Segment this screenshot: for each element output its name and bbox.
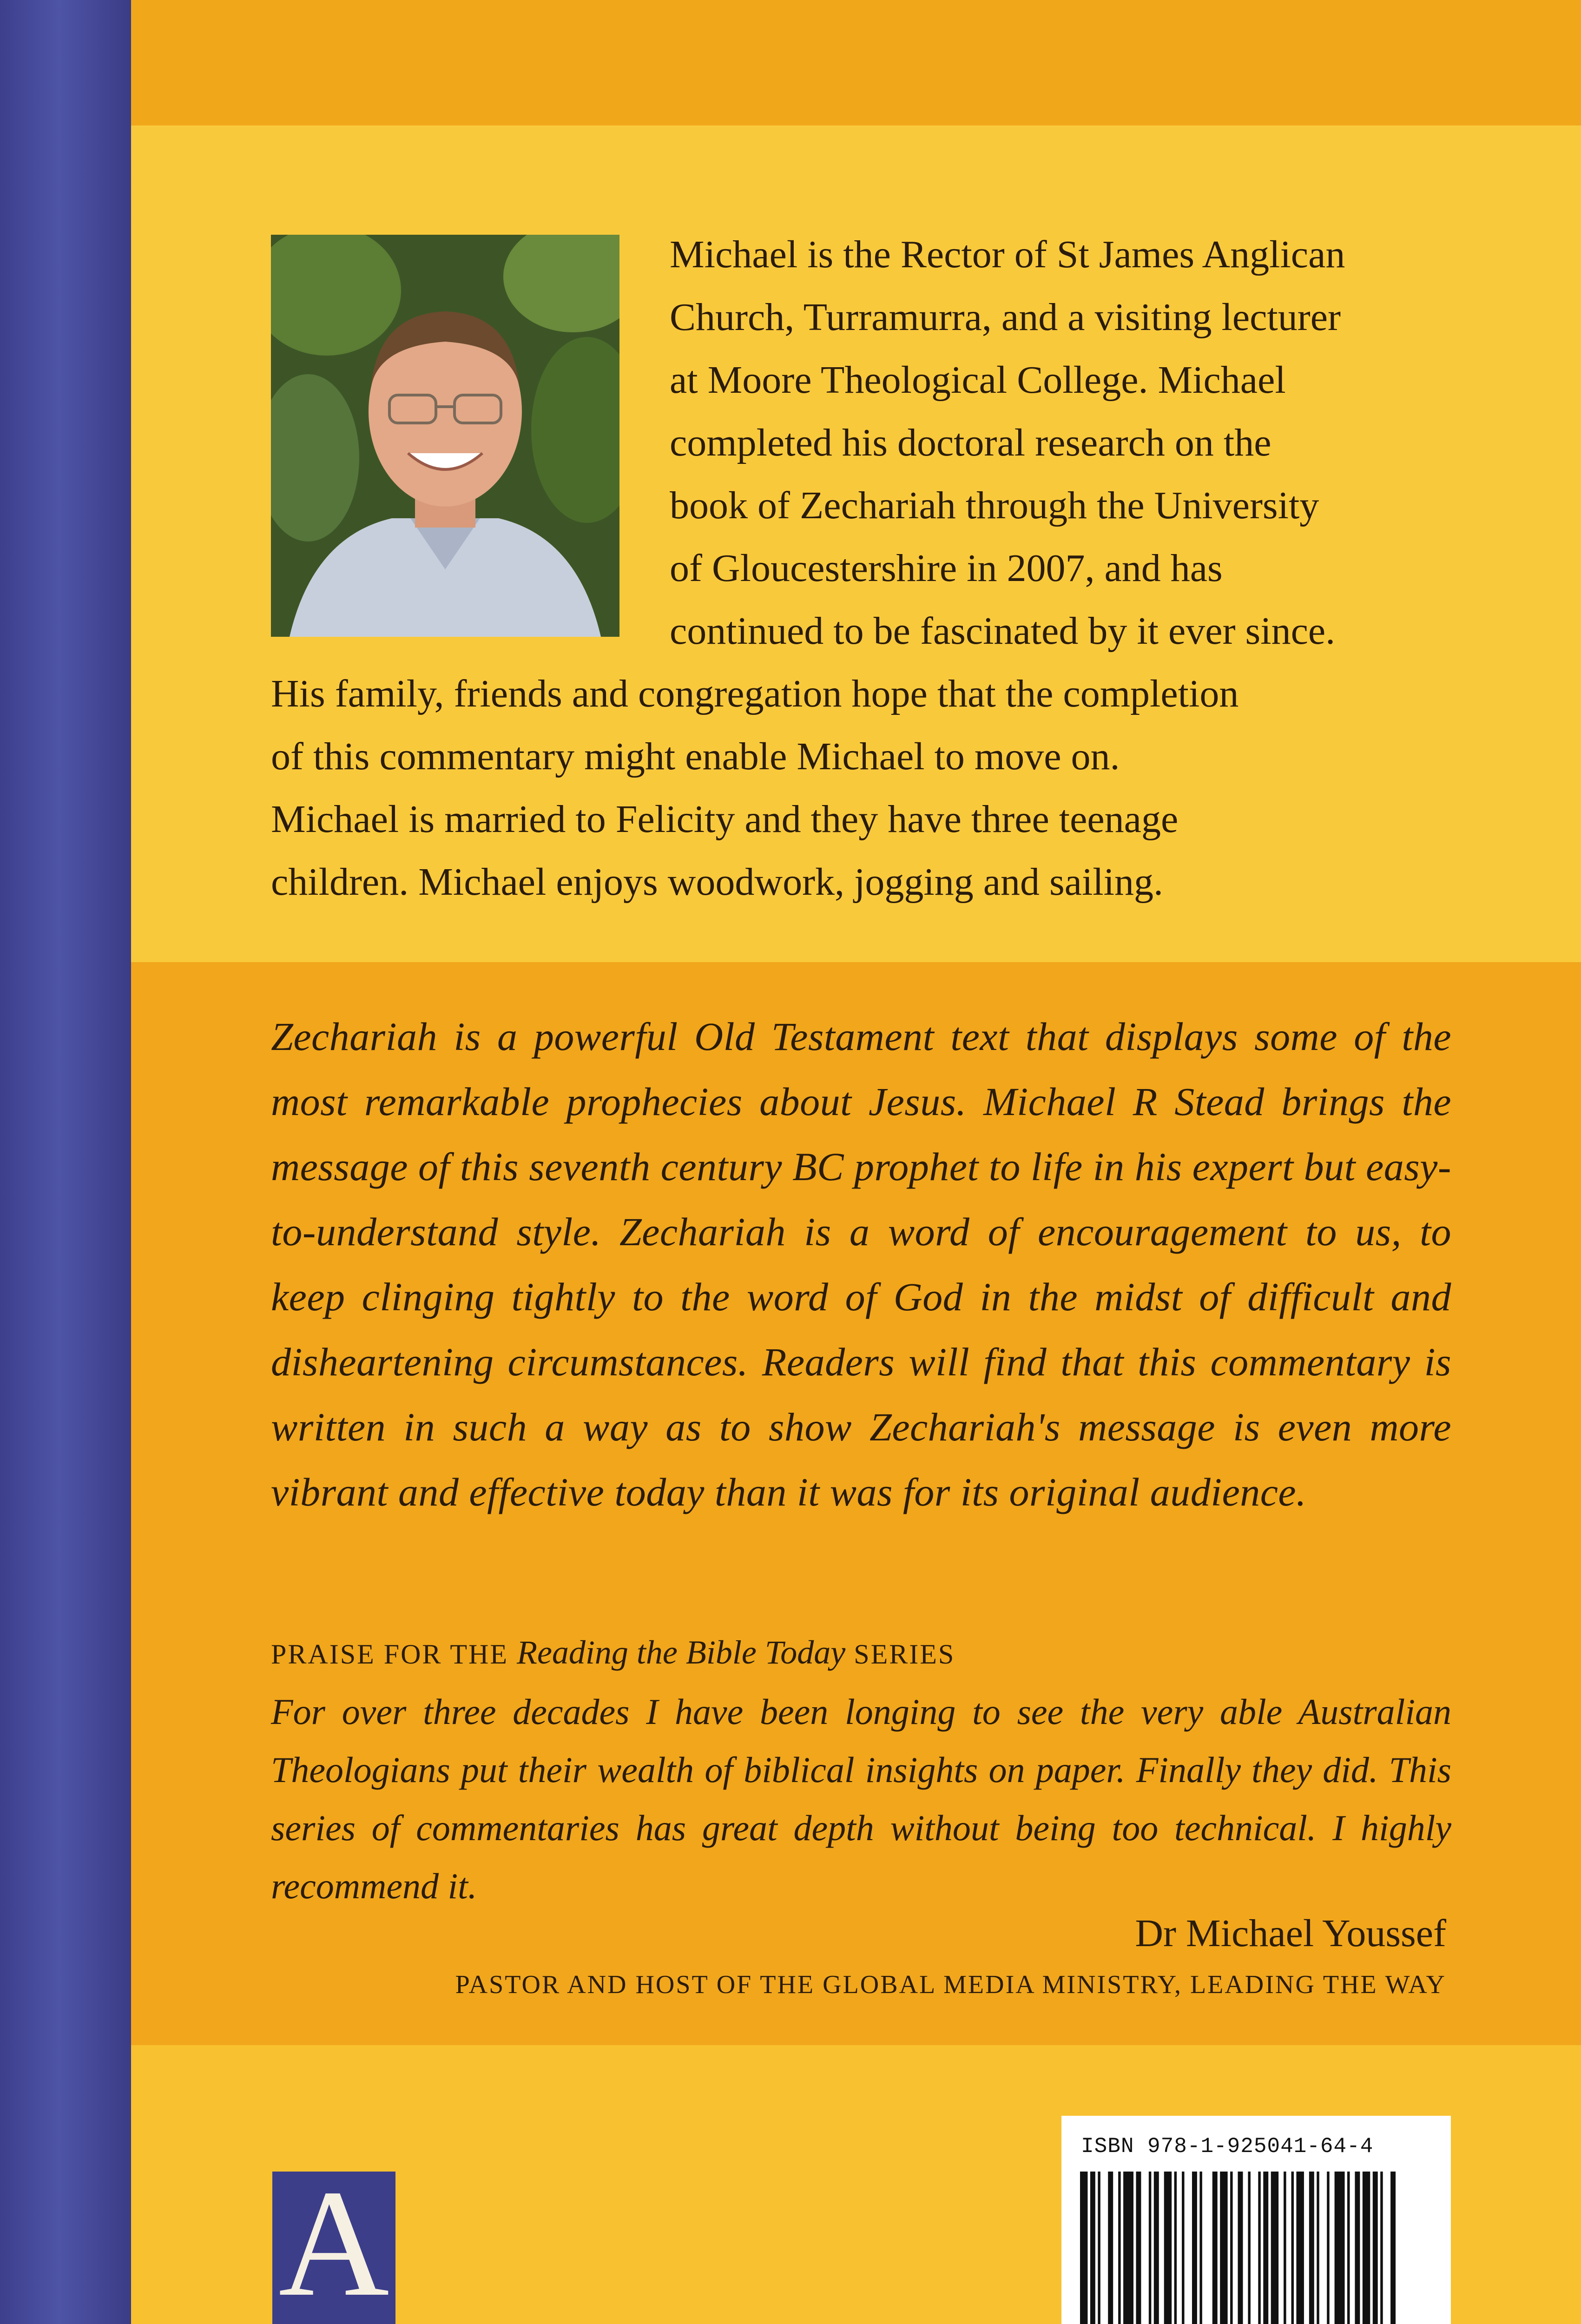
praise-heading-prefix: PRAISE FOR THE xyxy=(271,1639,508,1670)
bio-line: completed his doctoral research on the xyxy=(670,421,1271,464)
bio-line: continued to be fascinated by it ever since. xyxy=(670,609,1336,653)
barcode-bar xyxy=(1192,2172,1197,2324)
barcode-bar xyxy=(1199,2172,1202,2324)
bio-beside-photo xyxy=(670,223,1461,662)
barcode-bar xyxy=(1123,2172,1133,2324)
barcode-bar xyxy=(1373,2172,1378,2324)
barcode-bar xyxy=(1309,2172,1314,2324)
barcode-bar xyxy=(1090,2172,1095,2324)
bio-line: of Gloucestershire in 2007, and has xyxy=(670,547,1223,590)
barcode-bar xyxy=(1182,2172,1184,2324)
spine-stripe xyxy=(0,0,131,2324)
barcode-bar xyxy=(1263,2172,1268,2324)
barcode-bar xyxy=(1098,2172,1100,2324)
barcode-panel xyxy=(1061,2116,1451,2324)
isbn-label: ISBN 978-1-925041-64-4 xyxy=(1081,2134,1374,2159)
barcode-bar xyxy=(1136,2172,1141,2324)
book-blurb: Zechariah is a powerful Old Testament text that displays some of the most remarkable prophecies about Jesus. Michael R Stead brings the message of this seventh century BC prophet to life in his expert but easy-to-understand style. Zechariah is a word of encouragement to us, to keep clinging tightly to the word of God in the midst of difficult and disheartening circumstances. Readers will find that this commentary is written in such a way as to show Zechariah's message is even more vibrant and effective today than it was for its original audience. xyxy=(271,1014,1451,1514)
barcode-bar xyxy=(1149,2172,1151,2324)
barcode-bar xyxy=(1164,2172,1172,2324)
barcode-bar xyxy=(1248,2172,1250,2324)
bio-full-width xyxy=(271,662,1461,913)
barcode-bar xyxy=(1108,2172,1113,2324)
praise-heading xyxy=(271,1627,1451,1680)
barcode-bar xyxy=(1347,2172,1350,2324)
bio-line: Church, Turramurra, and a visiting lecturer xyxy=(670,296,1341,339)
barcode-bar xyxy=(1220,2172,1227,2324)
publisher-logo-letter: A xyxy=(278,2159,389,2324)
bio-line: at Moore Theological College. Michael xyxy=(670,358,1286,402)
barcode-bar xyxy=(1212,2172,1218,2324)
barcode-bar xyxy=(1271,2172,1278,2324)
bio-line: of this commentary might enable Michael to move on. xyxy=(271,735,1120,778)
barcode-bar xyxy=(1284,2172,1286,2324)
barcode-bar xyxy=(1230,2172,1232,2324)
author-bio xyxy=(271,223,1461,913)
barcode-bar xyxy=(1291,2172,1294,2324)
endorsement-quote: For over three decades I have been longing to see the very able Australian Theologians put their wealth of biblical insights on paper. Finally they did. This series of commentaries has great depth without being too technical. I highly recommend it. xyxy=(271,1691,1451,1906)
barcode-bar xyxy=(1154,2172,1159,2324)
barcode-bar xyxy=(1380,2172,1383,2324)
bio-line: children. Michael enjoys woodwork, jogging and sailing. xyxy=(271,860,1163,904)
barcode-bar xyxy=(1118,2172,1120,2324)
bio-line: His family, friends and congregation hope that the completion xyxy=(271,672,1239,715)
endorser-role: PASTOR AND HOST OF THE GLOBAL MEDIA MINISTRY, LEADING THE WAY xyxy=(455,1970,1446,1999)
series-title: Reading the Bible Today xyxy=(516,1634,846,1671)
barcode-bar xyxy=(1258,2172,1260,2324)
praise-heading-suffix: SERIES xyxy=(854,1639,955,1670)
bio-line: book of Zechariah through the University xyxy=(670,484,1319,527)
barcode-bar xyxy=(1296,2172,1304,2324)
barcode-bar xyxy=(1327,2172,1329,2324)
publisher-logo xyxy=(272,2159,395,2324)
endorser-name: Dr Michael Youssef xyxy=(1135,1912,1446,1955)
top-band xyxy=(131,0,1581,125)
barcode-bar xyxy=(1335,2172,1345,2324)
bio-line: Michael is married to Felicity and they have three teenage xyxy=(271,798,1179,841)
barcode-bar xyxy=(1390,2172,1396,2324)
barcode-bar xyxy=(1363,2172,1370,2324)
barcode-bars xyxy=(1080,2172,1401,2324)
barcode-bar xyxy=(1080,2172,1087,2324)
bio-line: Michael is the Rector of St James Anglican xyxy=(670,233,1345,276)
barcode-bar xyxy=(1355,2172,1360,2324)
barcode-bar xyxy=(1317,2172,1319,2324)
barcode-bar xyxy=(1238,2172,1243,2324)
barcode-bar xyxy=(1174,2172,1177,2324)
